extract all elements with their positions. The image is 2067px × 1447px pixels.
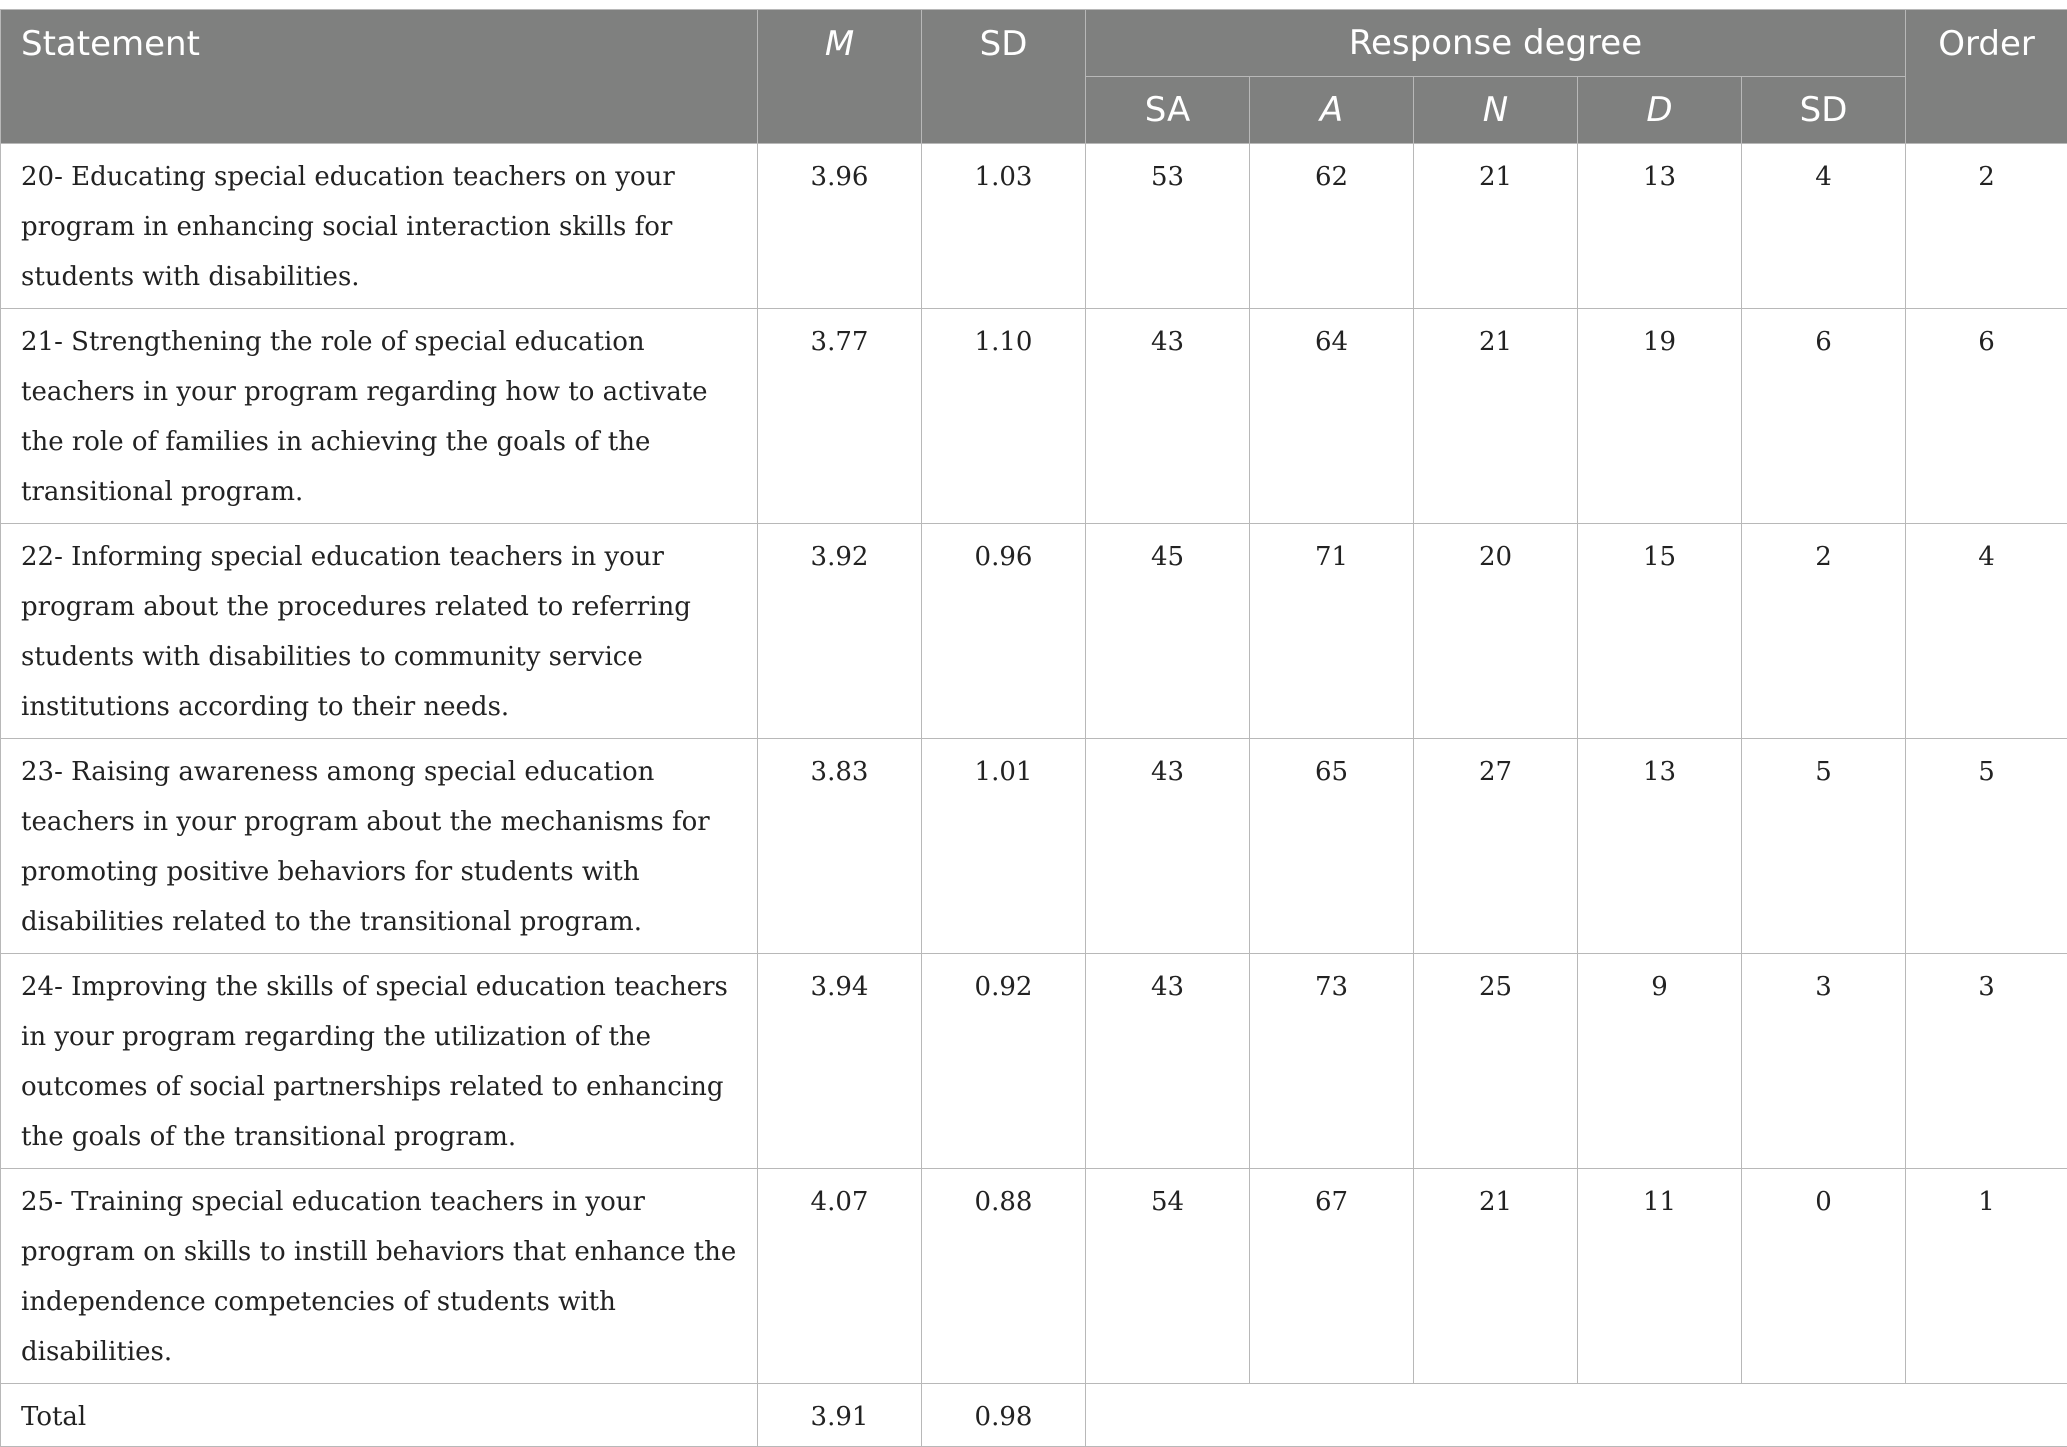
table-body bbox=[1, 144, 2067, 1447]
n-cell: 27 bbox=[1414, 739, 1578, 954]
mean-cell: 3.83 bbox=[758, 739, 922, 954]
a-cell: 71 bbox=[1250, 524, 1414, 739]
d-cell: 15 bbox=[1578, 524, 1742, 739]
total-label: Total bbox=[1, 1384, 758, 1447]
table-row bbox=[1, 954, 2067, 1169]
sa-cell: 43 bbox=[1086, 309, 1250, 524]
total-sd-cell: 0.98 bbox=[922, 1384, 1086, 1447]
order-cell: 4 bbox=[1906, 524, 2067, 739]
table-row bbox=[1, 309, 2067, 524]
mean-cell: 3.94 bbox=[758, 954, 922, 1169]
statement-cell: 22- Informing special education teachers in your program about the procedures related to referring students with disabilities to community service institutions according to their needs. bbox=[1, 524, 758, 739]
sdd-cell: 2 bbox=[1742, 524, 1906, 739]
header-sa: SA bbox=[1086, 77, 1250, 144]
table-header bbox=[1, 10, 2067, 144]
d-cell: 13 bbox=[1578, 739, 1742, 954]
sa-cell: 43 bbox=[1086, 954, 1250, 1169]
header-row-main bbox=[1, 10, 2067, 77]
statement-cell: 24- Improving the skills of special education teachers in your program regarding the utilization of the outcomes of social partnerships related to enhancing the goals of the transitional program. bbox=[1, 954, 758, 1169]
n-cell: 20 bbox=[1414, 524, 1578, 739]
header-response-degree: Response degree bbox=[1086, 10, 1906, 77]
sd-cell: 1.01 bbox=[922, 739, 1086, 954]
header-d: D bbox=[1578, 77, 1742, 144]
header-a: A bbox=[1250, 77, 1414, 144]
order-cell: 1 bbox=[1906, 1169, 2067, 1384]
mean-cell: 4.07 bbox=[758, 1169, 922, 1384]
d-cell: 19 bbox=[1578, 309, 1742, 524]
sdd-cell: 0 bbox=[1742, 1169, 1906, 1384]
header-mean: M bbox=[758, 10, 922, 144]
sd-cell: 0.88 bbox=[922, 1169, 1086, 1384]
mean-cell: 3.96 bbox=[758, 144, 922, 309]
statement-cell: 25- Training special education teachers in your program on skills to instill behaviors that enhance the independence competencies of students with disabilities. bbox=[1, 1169, 758, 1384]
sa-cell: 43 bbox=[1086, 739, 1250, 954]
header-n: N bbox=[1414, 77, 1578, 144]
sa-cell: 54 bbox=[1086, 1169, 1250, 1384]
mean-cell: 3.92 bbox=[758, 524, 922, 739]
sdd-cell: 4 bbox=[1742, 144, 1906, 309]
a-cell: 73 bbox=[1250, 954, 1414, 1169]
sdd-cell: 5 bbox=[1742, 739, 1906, 954]
table-row bbox=[1, 739, 2067, 954]
order-cell: 6 bbox=[1906, 309, 2067, 524]
order-cell: 5 bbox=[1906, 739, 2067, 954]
table-row bbox=[1, 144, 2067, 309]
total-mean-cell: 3.91 bbox=[758, 1384, 922, 1447]
a-cell: 64 bbox=[1250, 309, 1414, 524]
order-cell: 3 bbox=[1906, 954, 2067, 1169]
a-cell: 62 bbox=[1250, 144, 1414, 309]
mean-cell: 3.77 bbox=[758, 309, 922, 524]
results-table bbox=[0, 9, 2067, 1447]
n-cell: 21 bbox=[1414, 309, 1578, 524]
header-order: Order bbox=[1906, 10, 2067, 144]
total-row bbox=[1, 1384, 2067, 1447]
n-cell: 25 bbox=[1414, 954, 1578, 1169]
d-cell: 11 bbox=[1578, 1169, 1742, 1384]
n-cell: 21 bbox=[1414, 144, 1578, 309]
order-cell: 2 bbox=[1906, 144, 2067, 309]
statement-cell: 21- Strengthening the role of special education teachers in your program regarding how to activate the role of families in achieving the goals of the transitional program. bbox=[1, 309, 758, 524]
sd-cell: 0.92 bbox=[922, 954, 1086, 1169]
sd-cell: 0.96 bbox=[922, 524, 1086, 739]
total-empty-cell bbox=[1086, 1384, 2067, 1447]
header-sdd: SD bbox=[1742, 77, 1906, 144]
a-cell: 65 bbox=[1250, 739, 1414, 954]
table-row bbox=[1, 524, 2067, 739]
statement-cell: 20- Educating special education teachers on your program in enhancing social interaction skills for students with disabilities. bbox=[1, 144, 758, 309]
d-cell: 9 bbox=[1578, 954, 1742, 1169]
sdd-cell: 3 bbox=[1742, 954, 1906, 1169]
header-sd: SD bbox=[922, 10, 1086, 144]
sd-cell: 1.03 bbox=[922, 144, 1086, 309]
sa-cell: 53 bbox=[1086, 144, 1250, 309]
sdd-cell: 6 bbox=[1742, 309, 1906, 524]
d-cell: 13 bbox=[1578, 144, 1742, 309]
table-row bbox=[1, 1169, 2067, 1384]
sd-cell: 1.10 bbox=[922, 309, 1086, 524]
header-statement: Statement bbox=[1, 10, 758, 144]
a-cell: 67 bbox=[1250, 1169, 1414, 1384]
sa-cell: 45 bbox=[1086, 524, 1250, 739]
statement-cell: 23- Raising awareness among special education teachers in your program about the mechanisms for promoting positive behaviors for students with disabilities related to the transitional program. bbox=[1, 739, 758, 954]
n-cell: 21 bbox=[1414, 1169, 1578, 1384]
